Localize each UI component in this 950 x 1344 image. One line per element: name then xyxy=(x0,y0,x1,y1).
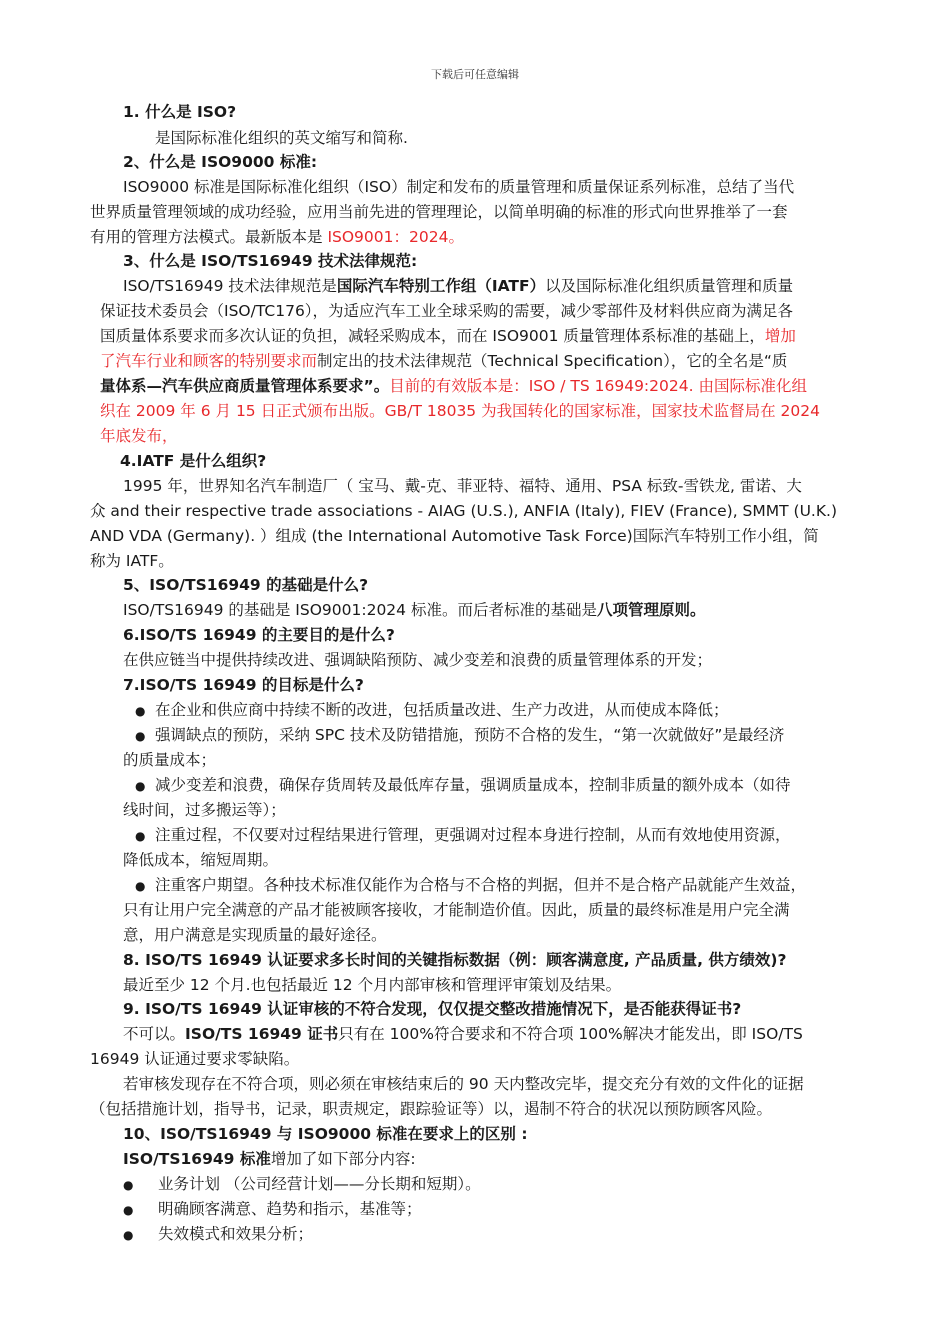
q5-line-1: ISO/TS16949 的基础是 ISO9001:2024 标准。而后者标准的基础是八项管理原则。 xyxy=(123,601,706,619)
q9-line-2: 16949 认证通过要求零缺陷。 xyxy=(90,1050,300,1068)
q4-line-2: 众 and their respective trade associations - AIAG (U.S.), ANFIA (Italy), FIEV (France), SMMT (U.K.) xyxy=(90,502,837,520)
q6-title: 6.ISO/TS 16949 的主要目的是什么? xyxy=(123,626,395,644)
q3-line-4: 了汽车行业和顾客的特别要求而制定出的技术法律规范（Technical Specification），它的全名是“质 xyxy=(100,352,788,370)
q7-bullet-1: ● 在企业和供应商中持续不断的改进，包括质量改进、生产力改进，从而使成本降低； xyxy=(135,700,729,721)
q7-bullet-3: ● 减少变差和浪费，确保存货周转及最低库存量，强调质量成本，控制非质量的额外成本（如待 xyxy=(135,775,791,796)
q4-line-4: 称为 IATF。 xyxy=(90,552,174,570)
q7-title: 7.ISO/TS 16949 的目标是什么? xyxy=(123,676,364,694)
q3-title: 3、什么是 ISO/TS16949 技术法律规范: xyxy=(123,252,418,270)
q1-title: 1. 什么是 ISO? xyxy=(123,103,237,121)
q2-version: ISO9001：2024。 xyxy=(327,228,464,246)
q5-title: 5、ISO/TS16949 的基础是什么? xyxy=(123,576,369,594)
q9-line-1: 不可以。ISO/TS 16949 证书只有在 100%符合要求和不符合项 100%解决才能发出，即 ISO/TS xyxy=(123,1025,803,1043)
q3-line-1: ISO/TS16949 技术法律规范是国际汽车特别工作组（IATF）以及国际标准化组织质量管理和质量 xyxy=(123,277,794,295)
q4-line-1: 1995 年，世界知名汽车制造厂（ 宝马、戴-克、菲亚特、福特、通用、PSA 标致-雪铁龙, 雷诺、大 xyxy=(123,477,802,495)
q3-line-3: 国质量体系要求而多次认证的负担，减轻采购成本，而在 ISO9001 质量管理体系标准的基础上，增加 xyxy=(100,327,796,345)
q7-bullet-2-cont: 的质量成本； xyxy=(123,751,217,769)
q7-bullet-5-cont-1: 只有让用户完全满意的产品才能被顾客接收，才能制造价值。因此，质量的最终标准是用户完全满 xyxy=(123,901,790,919)
q7-bullet-5: ● 注重客户期望。各种技术标准仅能作为合格与不合格的判据，但并不是合格产品就能产生效益， xyxy=(135,875,806,896)
q6-line-1: 在供应链当中提供持续改进、强调缺陷预防、减少变差和浪费的质量管理体系的开发； xyxy=(123,651,713,669)
q9-line-3: 若审核发现存在不符合项，则必须在审核结束后的 90 天内整改完毕，提交充分有效的文件化的证据 xyxy=(123,1075,804,1093)
q3-line-6: 织在 2009 年 6 月 15 日正式颁布出版。GB/T 18035 为我国转化的国家标准，国家技术监督局在 2024 xyxy=(100,402,820,420)
q2-title: 2、什么是 ISO9000 标准: xyxy=(123,153,318,171)
q8-line-1: 最近至少 12 个月.也包括最近 12 个月内部审核和管理评审策划及结果。 xyxy=(123,976,622,994)
q7-bullet-4: ● 注重过程，不仅要对过程结果进行管理，更强调对过程本身进行控制，从而有效地使用资源， xyxy=(135,825,791,846)
q7-bullet-5-cont-2: 意，用户满意是实现质量的最好途径。 xyxy=(123,926,387,944)
q4-line-3: AND VDA (Germany). ）组成 (the International Automotive Task Force)国际汽车特别工作小组，简 xyxy=(90,527,819,545)
q7-bullet-3-cont: 线时间，过多搬运等）； xyxy=(123,801,286,819)
q4-title: 4.IATF 是什么组织? xyxy=(120,452,267,470)
q7-bullet-2: ● 强调缺点的预防，采纳 SPC 技术及防错措施，预防不合格的发生，“第一次就做好”是最经济 xyxy=(135,725,784,746)
q10-intro: ISO/TS16949 标准增加了如下部分内容: xyxy=(123,1150,416,1168)
q3-line-5: 量体系—汽车供应商质量管理体系要求”。目前的有效版本是：ISO / TS 16949:2024. 由国际标准化组 xyxy=(100,377,807,395)
q2-line-3: 有用的管理方法模式。最新版本是 ISO9001：2024。 xyxy=(90,228,464,246)
q8-title: 8. ISO/TS 16949 认证要求多长时间的关键指标数据（例：顾客满意度, 产品质量, 供方绩效)? xyxy=(123,951,787,969)
q3-line-2: 保证技术委员会（ISO/TC176），为适应汽车工业全球采购的需要，减少零部件及材料供应商为满足各 xyxy=(100,302,794,320)
q10-item-3: ● 失效模式和效果分析； xyxy=(123,1224,313,1245)
q10-title: 10、ISO/TS16949 与 ISO9000 标准在要求上的区别 : xyxy=(123,1125,528,1143)
q2-line-1: ISO9000 标准是国际标准化组织（ISO）制定和发布的质量管理和质量保证系列标准，总结了当代 xyxy=(123,178,795,196)
q7-bullet-4-cont: 降低成本，缩短周期。 xyxy=(123,851,279,869)
page-header: 下载后可任意编辑 xyxy=(431,68,519,81)
q9-title: 9. ISO/TS 16949 认证审核的不符合发现，仅仅提交整改措施情况下，是否能获得证书? xyxy=(123,1000,742,1018)
q3-line-7: 年底发布， xyxy=(100,427,178,445)
q1-answer: 是国际标准化组织的英文缩写和简称. xyxy=(155,129,408,147)
q10-item-1: ● 业务计划 （公司经营计划——分长期和短期）。 xyxy=(123,1174,481,1195)
q10-item-2: ● 明确顾客满意、趋势和指示，基准等； xyxy=(123,1199,422,1220)
q2-line-2: 世界质量管理领域的成功经验，应用当前先进的管理理论，以简单明确的标准的形式向世界推举了一套 xyxy=(90,203,788,221)
q9-line-4: （包括措施计划，指导书，记录，职责规定，跟踪验证等）以，遏制不符合的状况以预防顾客风险。 xyxy=(90,1100,773,1118)
